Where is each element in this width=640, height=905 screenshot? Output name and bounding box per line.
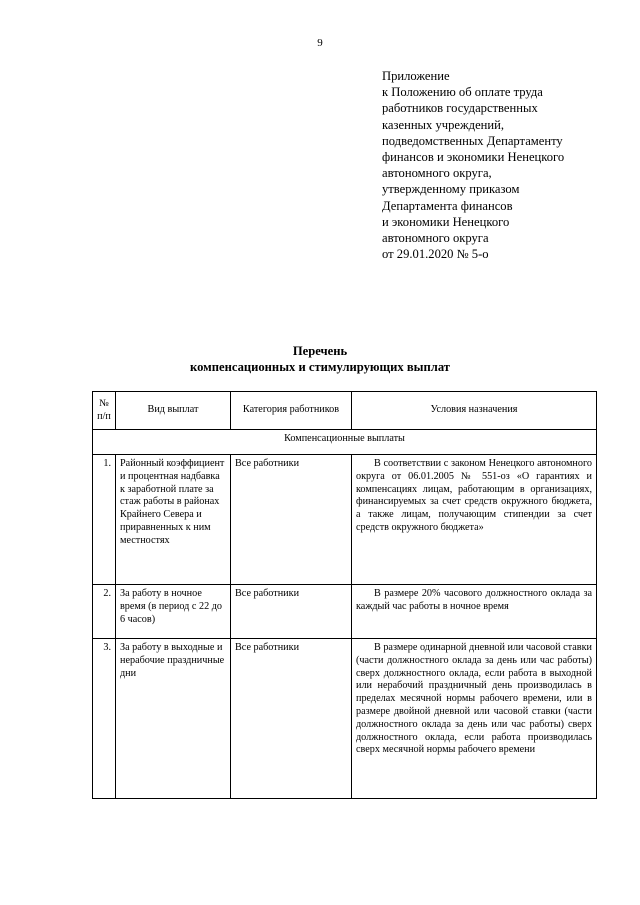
row-payment-type: За работу в ночное время (в период с 22 до 6 часов) <box>116 585 231 639</box>
section-title: Компенсационные выплаты <box>93 430 597 455</box>
row-number: 1. <box>93 455 116 585</box>
header-payment-type: Вид выплат <box>116 392 231 430</box>
appendix-line: от 29.01.2020 № 5-о <box>382 247 489 262</box>
header-conditions: Условия назначения <box>352 392 597 430</box>
header-employee-category: Категория работников <box>231 392 352 430</box>
row-employee-category: Все работники <box>231 455 352 585</box>
payments-table <box>92 391 597 799</box>
appendix-line: подведомственных Департаменту <box>382 133 563 148</box>
appendix-line: утвержденному приказом <box>382 182 520 197</box>
appendix-line: Приложение <box>382 69 450 83</box>
row-payment-type: За работу в выходные и нерабочие праздничные дни <box>116 639 231 799</box>
table-row <box>93 455 597 585</box>
row-employee-category: Все работники <box>231 639 352 799</box>
table-row <box>93 639 597 799</box>
appendix-header <box>382 68 622 262</box>
title-line-2: компенсационных и стимулирующих выплат <box>190 360 450 374</box>
appendix-line: работников государственных <box>382 101 538 116</box>
appendix-line: автономного округа, <box>382 166 492 181</box>
appendix-line: казенных учреждений, <box>382 117 505 132</box>
appendix-line: к Положению об оплате труда <box>382 85 543 100</box>
appendix-line: финансов и экономики Ненецкого <box>382 150 565 165</box>
header-number: № п/п <box>93 392 116 430</box>
row-employee-category: Все работники <box>231 585 352 639</box>
appendix-line: автономного округа <box>382 231 489 246</box>
row-payment-type: Районный коэффициент и процентная надбавка к заработной плате за стаж работы в районах Крайнего Севера и приравненных к ним местностях <box>116 455 231 585</box>
row-conditions: В размере 20% часового должностного оклада за каждый час работы в ночное время <box>352 585 597 639</box>
title-line-1: Перечень <box>292 344 348 358</box>
section-row <box>93 430 597 455</box>
row-conditions: В размере одинарной дневной или часовой ставки (части должностного оклада за день или час работы) сверх должностного оклада, если работа в выходной или нерабочий праздничный день производилась в пределах месячной нормы рабочего времени, или в размере двойной дневной или часовой ставки (части должностного оклада за день или час работы) сверх должностного оклада, если работа производилась сверх месячной нормы рабочего времени <box>352 639 597 799</box>
row-conditions: В соответствии с законом Ненецкого автономного округа от 06.01.2005 № 551-оз «О гарантиях и компенсациях лицам, работающим в организациях, финансируемых за счет средств окружного бюджета, а также лицам, получающим стипендии за счет средств окружного бюджета» <box>352 455 597 585</box>
appendix-line: Департамента финансов <box>382 198 513 213</box>
table-header-row <box>93 392 597 430</box>
page-number: 9 <box>317 37 323 49</box>
table-row <box>93 585 597 639</box>
document-title <box>0 343 640 375</box>
row-number: 3. <box>93 639 116 799</box>
row-number: 2. <box>93 585 116 639</box>
appendix-line: и экономики Ненецкого <box>382 214 510 229</box>
